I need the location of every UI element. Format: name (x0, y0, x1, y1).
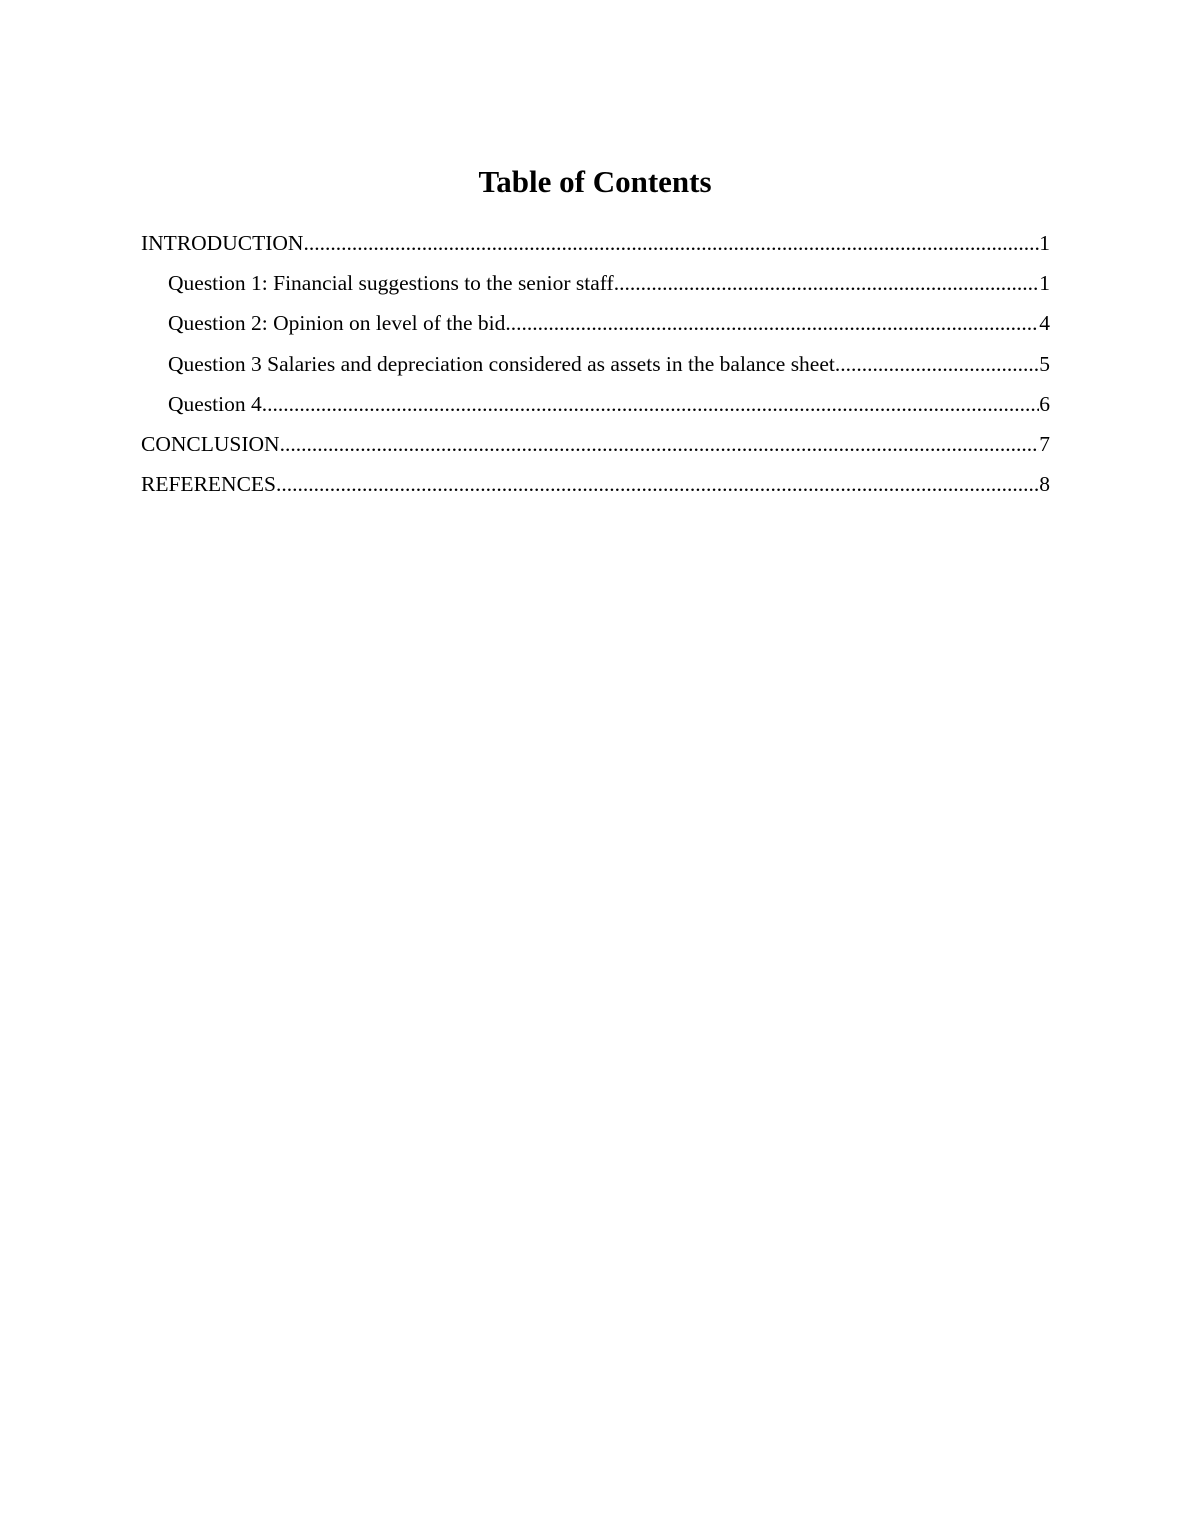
toc-entry-introduction[interactable] (141, 223, 1050, 263)
toc-dot-leader (276, 464, 1039, 504)
toc-dot-leader (505, 303, 1039, 343)
toc-entry-page-number: 7 (1039, 431, 1050, 456)
toc-dot-leader (835, 344, 1039, 384)
toc-entry-question-2[interactable] (141, 303, 1050, 343)
toc-entry-question-3[interactable] (141, 344, 1050, 384)
toc-entry-label: Question 1: Financial suggestions to the senior staff (168, 271, 614, 296)
toc-dot-leader (303, 223, 1039, 263)
toc-entry-question-4[interactable] (141, 384, 1050, 424)
toc-entry-label: Question 2: Opinion on level of the bid (168, 311, 506, 336)
toc-entry-label: REFERENCES (141, 472, 276, 497)
toc-entry-label: CONCLUSION (141, 431, 280, 456)
toc-entry-conclusion[interactable] (141, 424, 1050, 464)
toc-entry-page-number: 1 (1039, 231, 1050, 255)
toc-dot-leader (262, 384, 1039, 424)
toc-dot-leader (280, 424, 1040, 464)
toc-entry-page-number: 8 (1039, 472, 1050, 497)
toc-entry-references[interactable] (141, 464, 1050, 504)
toc-dot-leader (614, 263, 1040, 303)
toc-entry-page-number: 5 (1039, 351, 1050, 376)
toc-entry-label: Question 4 (168, 391, 262, 416)
toc-entry-label: Question 3 Salaries and depreciation considered as assets in the balance sheet (168, 351, 835, 376)
toc-entry-page-number: 1 (1039, 271, 1050, 296)
toc-entry-question-1[interactable] (141, 263, 1050, 303)
toc-entry-page-number: 4 (1039, 311, 1050, 336)
toc-title: Table of Contents (478, 164, 712, 199)
toc-entry-label: INTRODUCTION (141, 231, 304, 255)
toc-entry-page-number: 6 (1039, 391, 1050, 416)
toc-list (141, 223, 1050, 504)
